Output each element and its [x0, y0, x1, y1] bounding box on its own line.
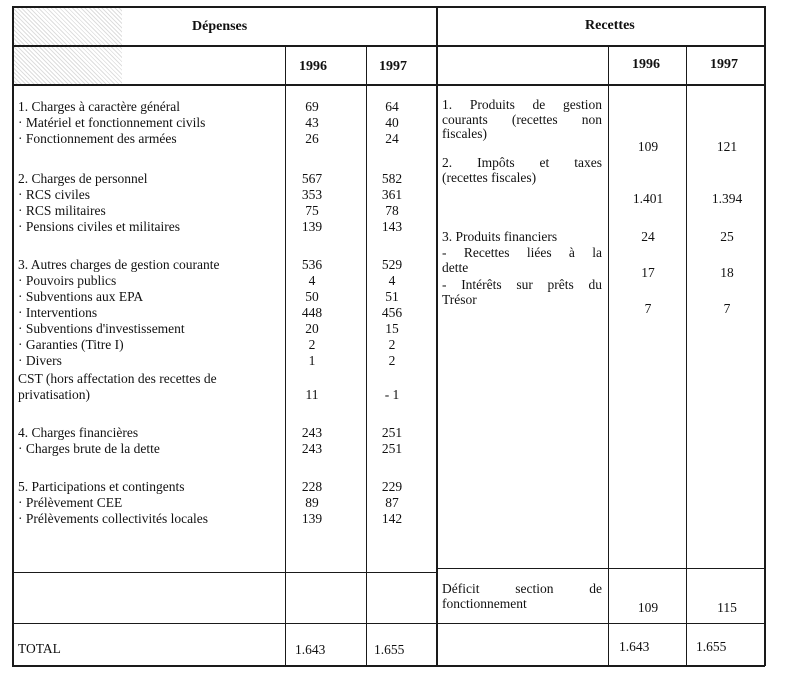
recettes-row-label — [442, 278, 602, 307]
depenses-row-value-1996: 228 — [301, 479, 323, 494]
recettes-row-label — [442, 98, 602, 142]
depenses-row-label: 1. Charges à caractère général — [18, 99, 181, 114]
depenses-row-value-1997: 251 — [381, 441, 403, 456]
recettes-header: Recettes — [585, 18, 635, 33]
recettes-row-label-line: 1. Produits de gestion — [442, 97, 602, 112]
recettes-row-label-line: (recettes fiscales) — [442, 169, 537, 185]
recettes-row-label-line: courants (recettes non — [442, 111, 602, 127]
depenses-row-value-1997: 361 — [381, 187, 403, 202]
divider-sections — [436, 6, 438, 666]
divider-rec-1997 — [686, 45, 687, 666]
recettes-row-value-1996: 109 — [637, 139, 659, 154]
depenses-row-label: · Prélèvement CEE — [18, 495, 123, 510]
depenses-row-label: 5. Participations et contingents — [18, 479, 185, 494]
recettes-row-value-1997: 25 — [720, 229, 734, 244]
depenses-row-value-1996: 2 — [308, 337, 316, 352]
border-left — [12, 6, 14, 666]
depenses-row-value-1997: 142 — [381, 511, 403, 526]
divider-header — [12, 45, 765, 47]
recettes-row-label-line: 3. Produits financiers — [442, 229, 558, 244]
border-bottom — [12, 665, 765, 667]
deficit-1996: 109 — [637, 600, 659, 615]
recettes-row-value-1997: 121 — [716, 139, 738, 154]
depenses-year-1996: 1996 — [299, 59, 327, 74]
depenses-row-label: · RCS militaires — [18, 203, 106, 218]
depenses-row-value-1996: 26 — [305, 131, 319, 146]
depenses-row-value-1996: 11 — [305, 387, 319, 402]
depenses-row-value-1996: 448 — [301, 305, 323, 320]
depenses-row-value-1997: 229 — [381, 479, 403, 494]
depenses-row-value-1997: 40 — [385, 115, 399, 130]
divider-left-body-end — [12, 572, 436, 573]
depenses-row-value-1997: 456 — [381, 305, 403, 320]
depenses-row-label: 2. Charges de personnel — [18, 171, 148, 186]
depenses-row-label: · RCS civiles — [18, 187, 91, 202]
depenses-row-label: · Interventions — [18, 305, 98, 320]
recettes-row-label-line: - Intérêts sur prêts du — [442, 277, 602, 292]
depenses-row-label: · Subventions aux EPA — [18, 289, 144, 304]
divider-rec-1996 — [608, 45, 609, 666]
divider-right-body-end — [436, 568, 765, 569]
depenses-row-label: · Fonctionnement des armées — [18, 131, 177, 146]
depenses-row-value-1997: 582 — [381, 171, 403, 186]
recettes-row-value-1996: 7 — [644, 301, 652, 316]
depenses-row-value-1997: 2 — [388, 337, 396, 352]
deficit-label-line: fonctionnement — [442, 595, 527, 611]
depenses-row-value-1996: 243 — [301, 425, 323, 440]
recettes-row-label-line: - Recettes liées à la — [442, 245, 602, 260]
divider-years — [12, 84, 765, 86]
depenses-row-value-1996: 43 — [305, 115, 319, 130]
depenses-row-value-1997: 4 — [388, 273, 396, 288]
recettes-row-value-1996: 24 — [641, 229, 655, 244]
depenses-row-value-1996: 4 — [308, 273, 316, 288]
depenses-row-label: · Prélèvements collectivités locales — [18, 511, 209, 526]
depenses-row-value-1996: 69 — [305, 99, 319, 114]
recettes-row-label — [442, 246, 602, 275]
depenses-row-value-1997: 529 — [381, 257, 403, 272]
depenses-row-label: · Garanties (Titre I) — [18, 337, 124, 352]
recettes-row-value-1997: 18 — [720, 265, 734, 280]
depenses-row-value-1996: 139 — [301, 219, 323, 234]
depenses-total-1997: 1.655 — [374, 642, 405, 657]
depenses-row-value-1997: 64 — [385, 99, 399, 114]
depenses-row-label: · Subventions d'investissement — [18, 321, 185, 336]
depenses-row-value-1996: 567 — [301, 171, 323, 186]
depenses-row-value-1997: 51 — [385, 289, 399, 304]
depenses-row-value-1997: 15 — [385, 321, 399, 336]
depenses-row-value-1997: 78 — [385, 203, 399, 218]
depenses-total-1996: 1.643 — [295, 642, 326, 657]
deficit-1997: 115 — [717, 600, 737, 615]
depenses-year-1997: 1997 — [379, 59, 407, 74]
recettes-row-label-line: 2. Impôts et taxes — [442, 155, 602, 170]
border-right — [764, 6, 766, 666]
deficit-label — [442, 582, 602, 611]
depenses-row-value-1997: 24 — [385, 131, 399, 146]
depenses-row-value-1997: 143 — [381, 219, 403, 234]
border-top — [12, 6, 765, 8]
depenses-row-label: · Charges brute de la dette — [18, 441, 160, 456]
depenses-row-value-1996: 75 — [305, 203, 319, 218]
divider-total — [12, 623, 765, 624]
depenses-row-value-1997: 2 — [388, 353, 396, 368]
recettes-row-value-1996: 1.401 — [632, 191, 664, 206]
depenses-row-value-1996: 536 — [301, 257, 323, 272]
depenses-row-label: · Matériel et fonctionnement civils — [18, 115, 206, 130]
depenses-row-label: 3. Autres charges de gestion courante — [18, 257, 220, 272]
depenses-row-label: CST (hors affectation des recettes de — [18, 371, 217, 386]
depenses-row-label: · Pensions civiles et militaires — [18, 219, 180, 234]
recettes-row-value-1997: 7 — [723, 301, 731, 316]
recettes-year-1997: 1997 — [710, 57, 738, 72]
deficit-label-line: Déficit section de — [442, 581, 602, 596]
recettes-row-label-line: dette — [442, 259, 469, 275]
recettes-year-1996: 1996 — [632, 57, 660, 72]
depenses-row-value-1996: 50 — [305, 289, 319, 304]
recettes-row-value-1997: 1.394 — [711, 191, 743, 206]
depenses-row-value-1996: 1 — [308, 353, 316, 368]
depenses-row-label: · Pouvoirs publics — [18, 273, 117, 288]
depenses-row-label: privatisation) — [18, 387, 90, 402]
depenses-row-value-1996: 139 — [301, 511, 323, 526]
depenses-row-value-1997: - 1 — [384, 387, 400, 402]
depenses-row-value-1996: 243 — [301, 441, 323, 456]
depenses-row-value-1996: 89 — [305, 495, 319, 510]
depenses-row-value-1997: 87 — [385, 495, 399, 510]
depenses-row-label: 4. Charges financières — [18, 425, 139, 440]
budget-table — [12, 6, 765, 666]
depenses-row-value-1996: 20 — [305, 321, 319, 336]
depenses-total-label: TOTAL — [18, 641, 61, 656]
recettes-row-label — [442, 230, 602, 245]
recettes-row-value-1996: 17 — [641, 265, 655, 280]
recettes-row-label — [442, 156, 602, 185]
depenses-row-value-1996: 353 — [301, 187, 323, 202]
recettes-total-1996: 1.643 — [619, 639, 650, 654]
recettes-row-label-line: fiscales) — [442, 126, 487, 141]
recettes-row-label-line: Trésor — [442, 291, 477, 307]
depenses-row-value-1997: 251 — [381, 425, 403, 440]
depenses-row-label: · Divers — [18, 353, 62, 368]
depenses-header: Dépenses — [192, 19, 248, 34]
recettes-total-1997: 1.655 — [696, 639, 727, 654]
